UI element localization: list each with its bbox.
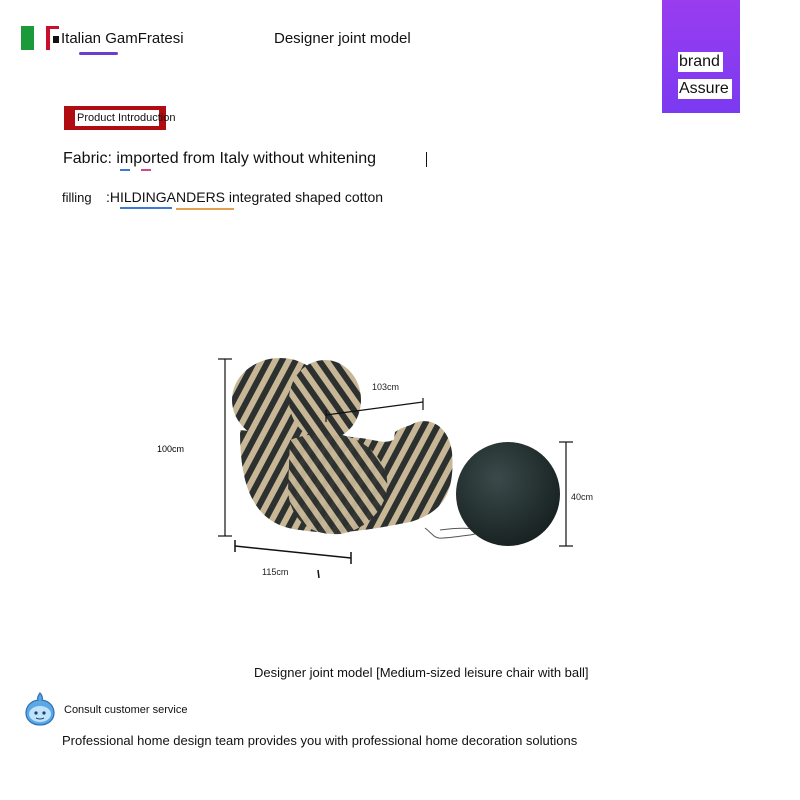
brand-underline [79, 52, 118, 55]
brand-assure-badge[interactable] [662, 0, 740, 113]
page-subtitle: Designer joint model [274, 30, 411, 47]
product-illustration [140, 340, 620, 600]
striped-armchair-image [232, 358, 453, 534]
filling-label: filling [62, 190, 92, 205]
product-caption: Designer joint model [Medium-sized leisure chair with ball] [254, 665, 589, 680]
dim-height: 100cm [157, 444, 185, 454]
footer-tagline: Professional home design team provides you with professional home decoration solutions [62, 733, 578, 748]
brand-name: Italian GamFratesi [61, 30, 184, 47]
intro-label: Product Introduction [77, 112, 176, 124]
spell-underline [141, 169, 151, 171]
dim-ball: 40cm [571, 492, 594, 502]
bullet-square-icon [53, 36, 59, 43]
badge-line-brand: brand [678, 52, 723, 72]
badge-line-assure: Assure [678, 79, 732, 99]
dim-depth: 103cm [372, 382, 400, 392]
filling-value: :HILDINGANDERS integrated shaped cotton [106, 189, 384, 205]
spell-underline [120, 207, 172, 209]
fabric-description: Fabric: imported from Italy without whitening [63, 150, 377, 167]
spell-underline [176, 208, 234, 210]
ottoman-ball-image [456, 442, 560, 546]
customer-service-icon[interactable] [24, 692, 56, 726]
product-image [140, 340, 620, 600]
consult-customer-service-link[interactable]: Consult customer service [64, 704, 188, 716]
spell-underline [120, 169, 130, 171]
text-cursor [426, 152, 427, 167]
dim-width: 115cm [262, 567, 289, 577]
